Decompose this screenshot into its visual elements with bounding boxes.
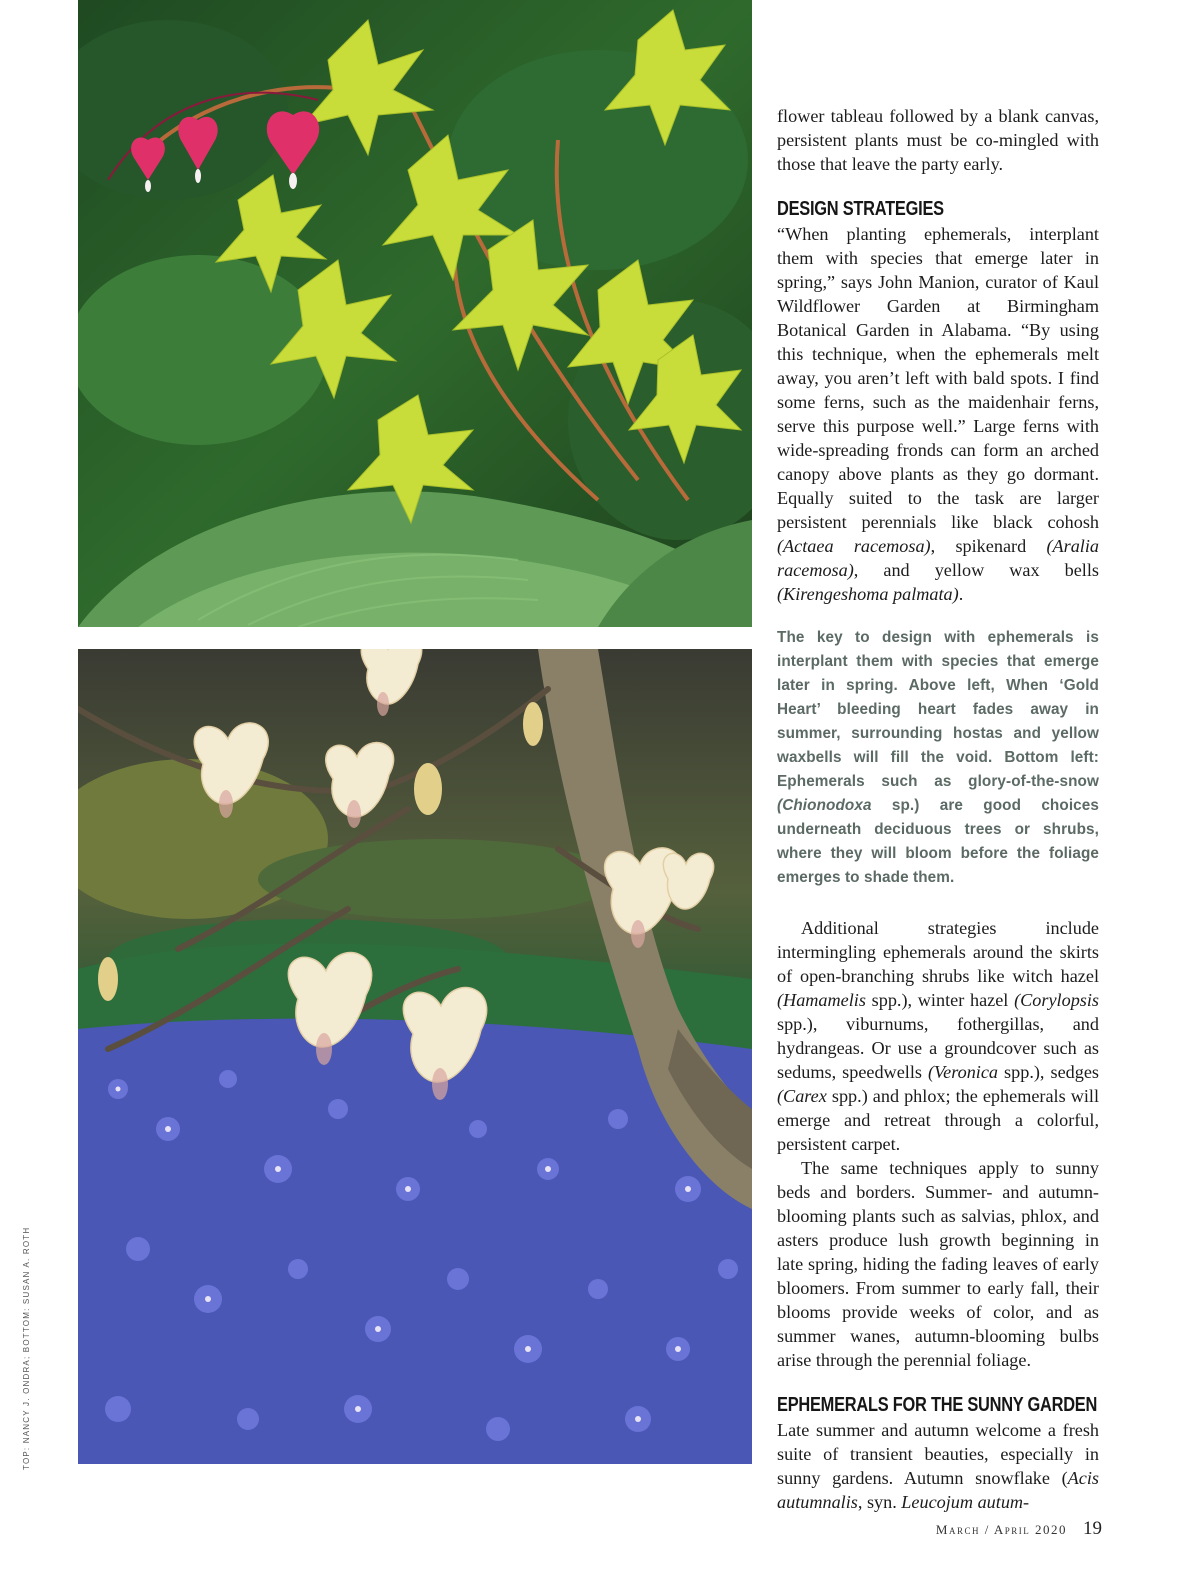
magnolia-chionodoxa-photo (78, 649, 752, 1464)
paragraph-sunny-garden: Late summer and autumn welcome a fresh suite of transient beauties, especially in sunny gardens. Autumn snowflake (Acis autumnalis, syn. Leucojum autum- (777, 1420, 1099, 1512)
photo-caption: The key to design with ephemerals is interplant them with species that emerge later in spring. Above left, When ‘Gold Heart’ bleeding heart fades away in summer, surrounding hostas and yellow waxbells will fill the void. Bottom left: Ephemerals such as glory-of-the-snow (Chionodoxa sp.) are good choices underneath deciduous trees or shrubs, where they will bloom before the foliage emerges to shade them. (777, 629, 1099, 886)
top-photo (78, 0, 752, 627)
bleeding-heart-photo (78, 0, 752, 627)
page-footer (936, 1518, 1102, 1540)
paragraph-intro: flower tableau followed by a blank canvas, persistent plants must be co-mingled with those that leave the party early. (777, 106, 1099, 174)
issue-date: March / April 2020 (935, 1522, 1067, 1537)
paragraph-sunny-beds: The same techniques apply to sunny beds and borders. Summer- and autumn-blooming plants such as salvias, phlox, and asters produce lush growth beginning in late spring, hiding the fading leaves of early bloomers. From summer to early fall, their blooms provide weeks of color, and as summer wanes, autumn-blooming bulbs arise through the perennial foliage. (777, 1158, 1099, 1370)
heading-design-strategies: DESIGN STRATEGIES (777, 198, 944, 220)
paragraph-additional-strategies: Additional strategies include intermingling ephemerals around the skirts of open-branching shrubs like witch hazel (Hamamelis spp.), winter hazel (Corylopsis spp.), viburnums, fothergillas, and hydrangeas. Or use a groundcover such as sedums, speedwells (Veronica spp.), sedges (Carex spp.) and phlox; the ephemerals will emerge and retreat through a colorful, persistent carpet. (777, 918, 1099, 1154)
bottom-photo (78, 649, 752, 1464)
article-column (777, 104, 1099, 1514)
paragraph-design-strategies: “When planting ephemerals, interplant them with species that emerge later in spring,” says John Manion, curator of Kaul Wildflower Garden at Birmingham Botanical Garden in Alabama. “By using this technique, when the ephemerals melt away, you aren’t left with bald spots. I find some ferns, such as the maidenhair ferns, serve this purpose well.” Large ferns with wide-spreading fronds can form an arched canopy above plants as they go dormant. Equally suited to the task are larger persistent perennials like black cohosh (Actaea racemosa), spikenard (Aralia racemosa), and yellow wax bells (Kirengeshoma palmata). (777, 224, 1099, 604)
heading-sunny-garden: EPHEMERALS FOR THE SUNNY GARDEN (777, 1394, 1098, 1416)
page-number: 19 (1083, 1518, 1102, 1539)
photo-credit: TOP: NANCY J. ONDRA; BOTTOM: SUSAN A. ROTH (22, 1226, 31, 1470)
